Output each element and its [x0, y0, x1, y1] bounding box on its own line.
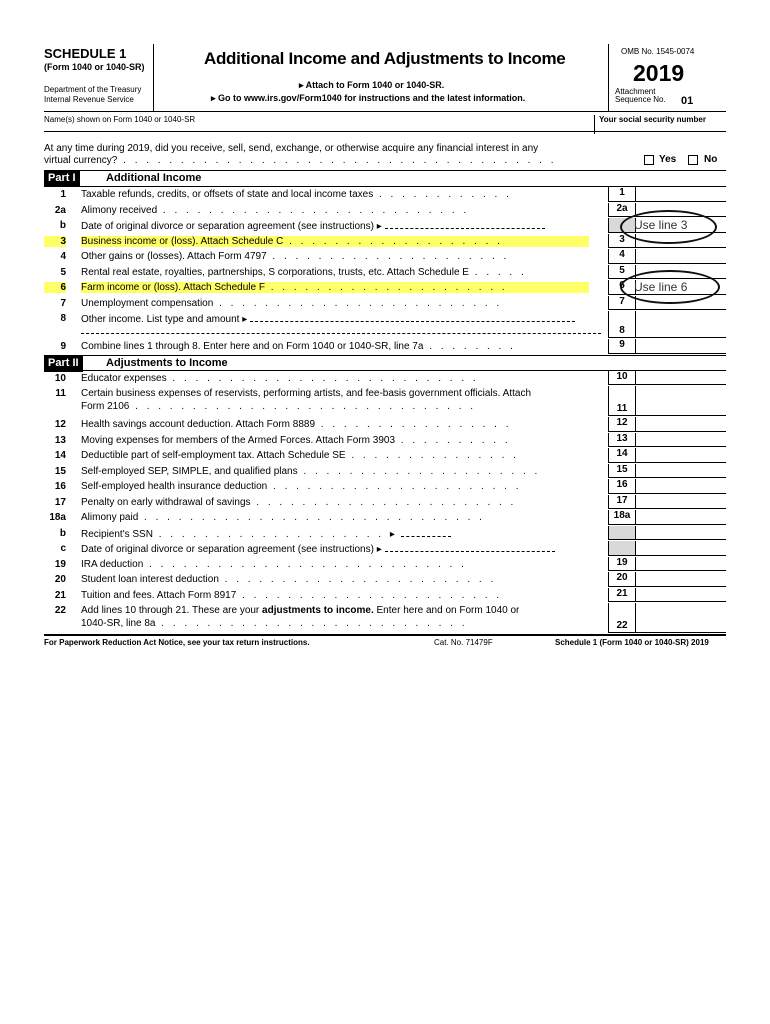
amount-field[interactable] [635, 448, 726, 463]
line-number: 6 [44, 282, 66, 293]
amount-field[interactable] [635, 479, 726, 494]
schedule-footer-ref: Schedule 1 (Form 1040 or 1040-SR) 2019 [555, 638, 709, 647]
line-20 [44, 572, 726, 588]
line-description: Alimony received . . . . . . . . . . . . . . . . . . . . . . . . . . . [81, 204, 470, 216]
tax-year: 2019 [633, 60, 685, 86]
amount-field[interactable] [635, 510, 726, 525]
line-box: 18a [608, 510, 635, 525]
line-description: Add lines 10 through 21. These are your adjustments to income. Enter here and on Form 1040 or [81, 605, 520, 616]
line-5 [44, 265, 726, 281]
amount-field[interactable] [635, 311, 726, 338]
line-8 [44, 311, 726, 339]
question-line1: At any time during 2019, did you receive, sell, send, exchange, or otherwise acquire any financial interest in any [44, 143, 539, 154]
virtual-currency-question [44, 132, 726, 171]
line-number: 20 [54, 574, 66, 585]
line-box: 16 [608, 479, 635, 494]
date-field[interactable] [385, 220, 545, 229]
other-income-field-2[interactable] [81, 325, 601, 334]
line-18b [44, 526, 726, 542]
form-title: Additional Income and Adjustments to Income [204, 49, 566, 68]
no-label: No [704, 154, 718, 165]
line-17 [44, 495, 726, 511]
line-box: 4 [608, 249, 635, 264]
schedule-label: SCHEDULE 1 [44, 46, 127, 61]
line-2a [44, 203, 726, 219]
line-number: 4 [60, 251, 66, 262]
part1-title: Additional Income [106, 172, 202, 184]
amount-field[interactable] [635, 187, 726, 202]
yes-checkbox[interactable] [644, 155, 654, 165]
attachment-label-2: Sequence No. [615, 95, 666, 104]
line-box: 6 [608, 280, 635, 295]
line-description: Farm income or (loss). Attach Schedule F . . . . . . . . . . . . . . . . . . . . . [81, 282, 589, 293]
part2-rows [44, 371, 726, 635]
amount-field[interactable] [635, 588, 726, 603]
line-box: 19 [608, 557, 635, 572]
line-description: Educator expenses . . . . . . . . . . . . . . . . . . . . . . . . . . . [81, 372, 479, 384]
dept-line2: Internal Revenue Service [44, 95, 134, 104]
amount-field[interactable] [635, 386, 726, 416]
line-description-2: Form 2106 . . . . . . . . . . . . . . . . . . . . . . . . . . . . . . [81, 401, 477, 412]
amount-field[interactable] [635, 572, 726, 587]
line-number: 3 [44, 236, 66, 247]
line-box: 21 [608, 588, 635, 603]
line-number: 17 [54, 496, 66, 508]
catalog-number: Cat. No. 71479F [434, 638, 493, 647]
line-number: 5 [60, 266, 66, 278]
line-box-label: 22 [616, 620, 628, 631]
line-description: IRA deduction . . . . . . . . . . . . . . . . . . . . . . . . . . . . [81, 558, 467, 570]
amount-field[interactable] [635, 339, 726, 354]
amount-field[interactable] [635, 249, 726, 264]
dept-line1: Department of the Treasury [44, 85, 142, 94]
department [44, 85, 152, 105]
schedule-1-form [44, 44, 726, 648]
amount-field[interactable] [635, 557, 726, 572]
amount-field[interactable] [635, 495, 726, 510]
line-box: 12 [608, 417, 635, 432]
amount-field[interactable] [635, 371, 726, 386]
line-box: 1 [608, 187, 635, 202]
amount-field[interactable] [635, 433, 726, 448]
line-box: 14 [608, 448, 635, 463]
line-16 [44, 479, 726, 495]
line-number: 11 [55, 388, 66, 399]
line-number: 8 [60, 313, 66, 324]
line-3 [44, 234, 726, 250]
recipient-ssn-field[interactable] [401, 528, 451, 537]
line-21 [44, 588, 726, 604]
line-box [608, 311, 635, 338]
no-checkbox[interactable] [688, 155, 698, 165]
line-number: 14 [54, 450, 66, 461]
line-box: 5 [608, 265, 635, 280]
line-13 [44, 433, 726, 449]
line-box-label: 11 [616, 403, 628, 414]
line-box: 10 [608, 371, 635, 386]
form-footer [44, 634, 726, 648]
line-10 [44, 371, 726, 387]
line-box-label: 8 [619, 325, 625, 336]
line-description: Tuition and fees. Attach Form 8917 . . . . . . . . . . . . . . . . . . . . . . . [81, 589, 503, 601]
line-description: Rental real estate, royalties, partnerships, S corporations, trusts, etc. Attach Schedule E . . . . . [81, 266, 527, 278]
line-19 [44, 557, 726, 573]
line-number: 9 [60, 341, 66, 352]
amount-field[interactable] [635, 464, 726, 479]
line-description: Business income or (loss). Attach Schedule C . . . . . . . . . . . . . . . . . . . [81, 236, 589, 247]
ssn-field[interactable]: Your social security number [594, 115, 706, 134]
part1-header [44, 171, 726, 187]
line-number: 12 [54, 419, 66, 430]
line-number: 10 [54, 372, 66, 384]
sequence-number: 01 [681, 95, 694, 107]
omb-block [608, 44, 726, 112]
line-number: 1 [60, 189, 66, 200]
amount-field [635, 526, 726, 541]
line-number: 2a [54, 204, 66, 216]
circle-line-3 [620, 210, 717, 244]
attachment-label-1: Attachment [615, 87, 656, 96]
amount-field [635, 541, 726, 556]
line-box: 9 [608, 339, 635, 354]
attach-instruction: ▸ Attach to Form 1040 or 1040-SR. [299, 80, 445, 90]
line-number: 19 [54, 558, 66, 570]
circle-line-6 [620, 270, 720, 304]
line-description: Other gains or (losses). Attach Form 4797 . . . . . . . . . . . . . . . . . . . . . [81, 251, 510, 262]
amount-field[interactable] [635, 603, 726, 633]
line-description: Taxable refunds, credits, or offsets of state and local income taxes . . . . . . . . . . . . [81, 189, 512, 200]
line-box: 20 [608, 572, 635, 587]
divorce-date-field[interactable] [385, 543, 555, 552]
part2-title: Adjustments to Income [106, 356, 228, 369]
line-number: b [59, 527, 66, 539]
form-header [44, 44, 726, 112]
line-description: Deductible part of self-employment tax. Attach Schedule SE . . . . . . . . . . . . . . . [81, 450, 519, 461]
amount-field[interactable] [635, 417, 726, 432]
line-description: Date of original divorce or separation agreement (see instructions) ▸ [81, 543, 555, 555]
line-description: Self-employed health insurance deduction . . . . . . . . . . . . . . . . . . . . . . [81, 481, 522, 492]
line-box: 13 [608, 433, 635, 448]
line-box [608, 526, 635, 541]
line-box: 3 [608, 234, 635, 249]
line-number: 22 [54, 605, 66, 616]
line-description: Certain business expenses of reservists, performing artists, and fee-basis government officials. Attach [81, 388, 532, 399]
line-number: 15 [54, 465, 66, 477]
line-description: Self-employed SEP, SIMPLE, and qualified plans . . . . . . . . . . . . . . . . . . . . . [81, 465, 541, 477]
line-box: 7 [608, 296, 635, 311]
goto-instruction: ▸ Go to www.irs.gov/Form1040 for instructions and the latest information. [211, 93, 526, 103]
omb-number: OMB No. 1545-0074 [621, 47, 695, 56]
line-description: Other income. List type and amount ▸ [81, 313, 575, 325]
line-description: Date of original divorce or separation agreement (see instructions) ▸ [81, 220, 545, 232]
line-12 [44, 417, 726, 433]
line-box: 2a [608, 203, 635, 218]
line-box: 17 [608, 495, 635, 510]
line-22 [44, 603, 726, 634]
line-description: Recipient's SSN . . . . . . . . . . . . . . . . . . . . ▸ [81, 528, 451, 540]
line-box [608, 541, 635, 556]
line-description: Moving expenses for members of the Armed Forces. Attach Form 3903 . . . . . . . . . . [81, 434, 511, 446]
names-row [44, 112, 726, 132]
line-number: c [60, 543, 66, 554]
note-use-line-6: Use line 6 [634, 280, 688, 294]
line-number: b [59, 220, 66, 231]
line-description: Unemployment compensation . . . . . . . . . . . . . . . . . . . . . . . . . [81, 297, 503, 309]
line-number: 16 [54, 481, 66, 492]
other-income-field[interactable] [250, 313, 575, 322]
question-line2: virtual currency? . . . . . . . . . . . . . . . . . . . . . . . . . . . . . . . . . . . . . . [44, 155, 557, 166]
line-7 [44, 296, 726, 312]
line-18a [44, 510, 726, 526]
line-number: 13 [54, 434, 66, 446]
yes-label: Yes [659, 154, 677, 165]
line-9 [44, 339, 726, 355]
form-id-block [44, 44, 154, 112]
line-description: Penalty on early withdrawal of savings . . . . . . . . . . . . . . . . . . . . . . . [81, 496, 517, 508]
part2-tag: Part II [44, 356, 83, 372]
part1-rows [44, 187, 726, 355]
question-line2-text: virtual currency? [44, 155, 118, 166]
part1-tag: Part I [44, 171, 80, 187]
line-description: Combine lines 1 through 8. Enter here and on Form 1040 or 1040-SR, line 7a . . . . . . . . [81, 341, 516, 352]
part2-header [44, 355, 726, 371]
paperwork-notice: For Paperwork Reduction Act Notice, see your tax return instructions. [44, 638, 310, 647]
other-income-line2 [81, 325, 601, 337]
line-description: Health savings account deduction. Attach Form 8889 . . . . . . . . . . . . . . . . . [81, 419, 512, 430]
line-number: 18a [49, 512, 66, 523]
attachment-label [615, 88, 666, 104]
line-box [608, 603, 635, 633]
note-use-line-3: Use line 3 [634, 218, 688, 232]
line-description: Student loan interest deduction . . . . . . . . . . . . . . . . . . . . . . . . [81, 574, 497, 585]
line-description: Alimony paid . . . . . . . . . . . . . . . . . . . . . . . . . . . . . . [81, 512, 485, 523]
line-11 [44, 386, 726, 417]
line-18c [44, 541, 726, 557]
names-field[interactable]: Name(s) shown on Form 1040 or 1040-SR [44, 115, 196, 124]
line-number: 7 [60, 297, 66, 309]
form-reference: (Form 1040 or 1040-SR) [44, 62, 145, 72]
line-box [608, 386, 635, 416]
line-4 [44, 249, 726, 265]
line-15 [44, 464, 726, 480]
line-description-2: 1040-SR, line 8a . . . . . . . . . . . . . . . . . . . . . . . . . . . [81, 618, 468, 629]
line-box: 15 [608, 464, 635, 479]
line-14 [44, 448, 726, 464]
line-1 [44, 187, 726, 203]
line-number: 21 [54, 589, 66, 601]
